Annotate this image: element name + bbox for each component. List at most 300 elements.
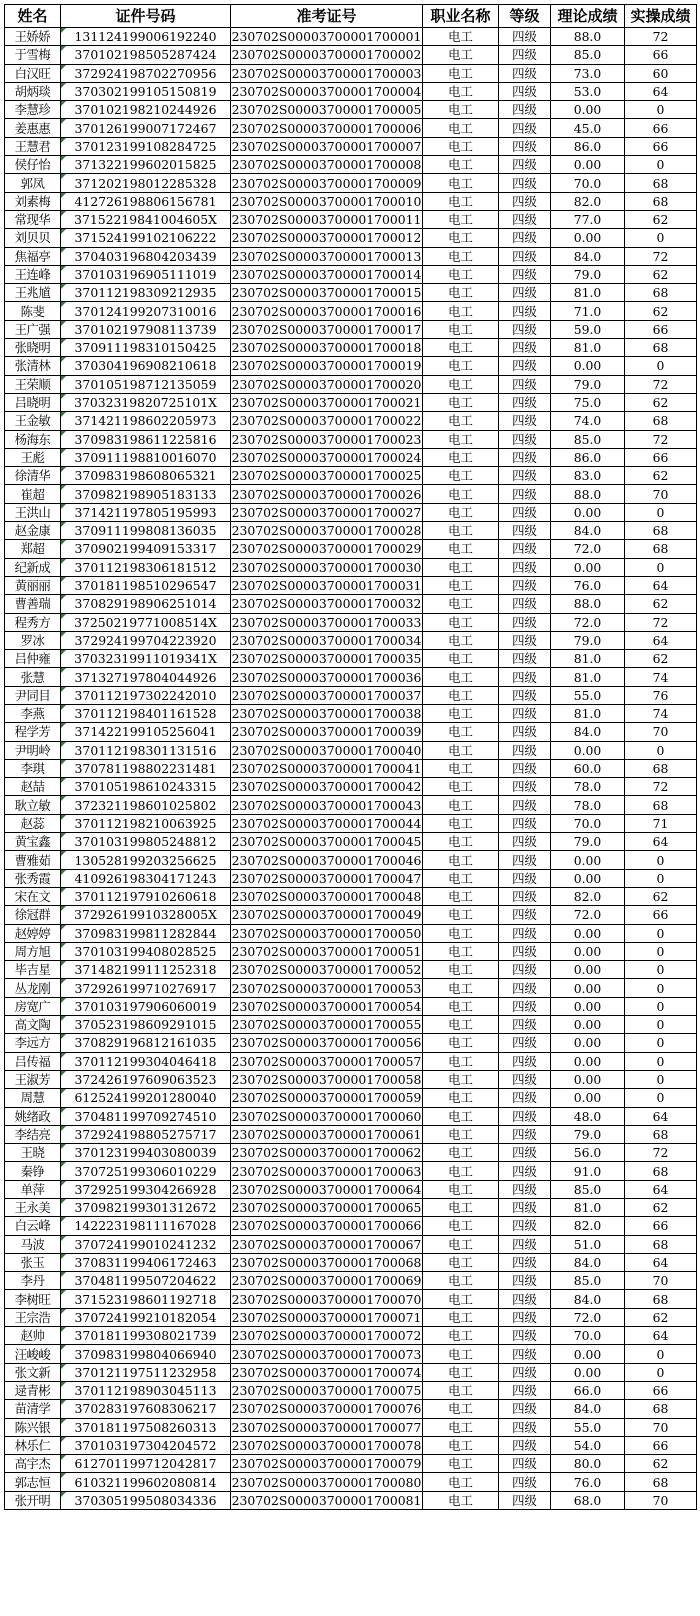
cell-theory-score: 0.00: [551, 741, 625, 759]
cell-occupation: 电工: [423, 540, 499, 558]
cell-id-number: 370123199403080039: [61, 1144, 231, 1162]
cell-name: 曹雅茹: [5, 851, 61, 869]
cell-practical-score: 66: [625, 1381, 697, 1399]
cell-admission-number: 230702S00003700001700052: [231, 962, 422, 978]
cell-name: 马波: [5, 1235, 61, 1253]
cell-name: 白云峰: [5, 1217, 61, 1235]
cell-id-number: 370403196804203439: [61, 247, 231, 265]
cell-practical-score: 76: [625, 686, 697, 704]
cell-practical-score: 64: [625, 631, 697, 649]
cell-name: 王永美: [5, 1199, 61, 1217]
cell-level: 四级: [499, 467, 551, 485]
cell-name: 吕仲雍: [5, 650, 61, 668]
cell-practical-score: 0: [625, 1052, 697, 1070]
cell-practical-score: 0: [625, 229, 697, 247]
table-row: [5, 668, 697, 686]
cell-theory-score: 55.0: [551, 686, 625, 704]
cell-theory-score: 70.0: [551, 174, 625, 192]
cell-level: 四级: [499, 1473, 551, 1491]
cell-occupation: 电工: [423, 778, 499, 796]
cell-id-number: 130528199203256625: [61, 851, 231, 869]
cell-id-number: 371202198012285328: [61, 174, 231, 192]
cell-admission-number: 230702S00003700001700015: [231, 285, 422, 301]
cell-id-number: 370983199804066940: [61, 1345, 231, 1363]
cell-practical-score: 0: [625, 1089, 697, 1107]
table-row: [5, 174, 697, 192]
cell-level: 四级: [499, 778, 551, 796]
cell-theory-score: 48.0: [551, 1107, 625, 1125]
cell-level: 四级: [499, 284, 551, 302]
cell-theory-score: 45.0: [551, 119, 625, 137]
cell-name: 姚绪政: [5, 1107, 61, 1125]
cell-level: 四级: [499, 1199, 551, 1217]
cell-occupation: 电工: [423, 247, 499, 265]
cell-occupation: 电工: [423, 1400, 499, 1418]
cell-level: 四级: [499, 1070, 551, 1088]
cell-occupation: 电工: [423, 137, 499, 155]
cell-practical-score: 62: [625, 1455, 697, 1473]
cell-practical-score: 0: [625, 503, 697, 521]
cell-name: 郭志恒: [5, 1473, 61, 1491]
cell-id-number: 610321199602080814: [61, 1473, 231, 1491]
cell-practical-score: 64: [625, 1180, 697, 1198]
cell-admission-number: 230702S00003700001700055: [231, 1017, 422, 1033]
cell-practical-score: 62: [625, 210, 697, 228]
table-row: [5, 265, 697, 283]
cell-practical-score: 68: [625, 412, 697, 430]
cell-id-number: 370725199306010229: [61, 1162, 231, 1180]
cell-id-number: 370112198309212935: [61, 284, 231, 302]
cell-theory-score: 0.00: [551, 156, 625, 174]
cell-level: 四级: [499, 924, 551, 942]
cell-occupation: 电工: [423, 64, 499, 82]
cell-theory-score: 84.0: [551, 1290, 625, 1308]
cell-id-number: 370983198608065321: [61, 467, 231, 485]
table-row: [5, 320, 697, 338]
cell-admission-number: 230702S00003700001700028: [231, 523, 422, 539]
cell-name: 逯青彬: [5, 1381, 61, 1399]
table-row: [5, 1327, 697, 1345]
cell-occupation: 电工: [423, 997, 499, 1015]
cell-admission-number: 230702S00003700001700004: [231, 84, 422, 100]
cell-level: 四级: [499, 576, 551, 594]
cell-theory-score: 81.0: [551, 650, 625, 668]
cell-id-number: 612701199712042817: [61, 1455, 231, 1473]
cell-theory-score: 0.00: [551, 961, 625, 979]
cell-admission-number: 230702S00003700001700046: [231, 852, 422, 868]
cell-id-number: 370112197302242010: [61, 686, 231, 704]
cell-name: 王淑芳: [5, 1070, 61, 1088]
cell-id-number: 372924199704223920: [61, 631, 231, 649]
cell-occupation: 电工: [423, 485, 499, 503]
table-row: [5, 1180, 697, 1198]
cell-name: 李丹: [5, 1272, 61, 1290]
cell-admission-number: 230702S00003700001700013: [231, 248, 422, 264]
cell-level: 四级: [499, 979, 551, 997]
cell-theory-score: 88.0: [551, 595, 625, 613]
cell-level: 四级: [499, 485, 551, 503]
cell-level: 四级: [499, 851, 551, 869]
cell-occupation: 电工: [423, 1016, 499, 1034]
cell-admission-number: 230702S00003700001700010: [231, 193, 422, 209]
cell-name: 张晓明: [5, 339, 61, 357]
table-row: [5, 906, 697, 924]
cell-practical-score: 68: [625, 284, 697, 302]
cell-name: 高宇杰: [5, 1455, 61, 1473]
cell-practical-score: 70: [625, 1418, 697, 1436]
cell-name: 曹善瑞: [5, 595, 61, 613]
cell-occupation: 电工: [423, 448, 499, 466]
cell-occupation: 电工: [423, 1327, 499, 1345]
cell-name: 尹明岭: [5, 741, 61, 759]
table-row: [5, 1144, 697, 1162]
cell-level: 四级: [499, 613, 551, 631]
cell-practical-score: 68: [625, 1473, 697, 1491]
cell-theory-score: 0.00: [551, 942, 625, 960]
cell-admission-number: 230702S00003700001700012: [231, 230, 422, 246]
cell-theory-score: 0.00: [551, 101, 625, 119]
cell-practical-score: 62: [625, 1199, 697, 1217]
cell-theory-score: 72.0: [551, 613, 625, 631]
cell-id-number: 370305199508034336: [61, 1491, 231, 1509]
cell-id-number: 372925199304266928: [61, 1180, 231, 1198]
cell-practical-score: 0: [625, 357, 697, 375]
cell-level: 四级: [499, 210, 551, 228]
cell-practical-score: 68: [625, 796, 697, 814]
cell-occupation: 电工: [423, 1455, 499, 1473]
cell-level: 四级: [499, 503, 551, 521]
table-row: [5, 339, 697, 357]
cell-occupation: 电工: [423, 1217, 499, 1235]
table-row: [5, 1455, 697, 1473]
cell-occupation: 电工: [423, 210, 499, 228]
table-row: [5, 522, 697, 540]
cell-occupation: 电工: [423, 796, 499, 814]
table-row: [5, 851, 697, 869]
cell-theory-score: 0.00: [551, 851, 625, 869]
cell-theory-score: 85.0: [551, 430, 625, 448]
cell-theory-score: 66.0: [551, 1381, 625, 1399]
cell-level: 四级: [499, 650, 551, 668]
cell-practical-score: 0: [625, 101, 697, 119]
cell-id-number: 370902199409153317: [61, 540, 231, 558]
cell-level: 四级: [499, 1253, 551, 1271]
cell-name: 张玉: [5, 1253, 61, 1271]
cell-level: 四级: [499, 1455, 551, 1473]
cell-id-number: 410926198304171243: [61, 869, 231, 887]
cell-occupation: 电工: [423, 1253, 499, 1271]
cell-name: 王慧君: [5, 137, 61, 155]
cell-occupation: 电工: [423, 759, 499, 777]
cell-name: 周慧: [5, 1089, 61, 1107]
cell-admission-number: 230702S00003700001700058: [231, 1072, 422, 1088]
cell-admission-number: 230702S00003700001700078: [231, 1438, 422, 1453]
cell-level: 四级: [499, 522, 551, 540]
cell-occupation: 电工: [423, 229, 499, 247]
cell-level: 四级: [499, 1418, 551, 1436]
cell-theory-score: 84.0: [551, 522, 625, 540]
cell-name: 赵帅: [5, 1327, 61, 1345]
cell-occupation: 电工: [423, 833, 499, 851]
cell-level: 四级: [499, 906, 551, 924]
cell-id-number: 370181197508260313: [61, 1418, 231, 1436]
cell-occupation: 电工: [423, 1308, 499, 1326]
cell-name: 张慧: [5, 668, 61, 686]
cell-name: 郭凤: [5, 174, 61, 192]
cell-occupation: 电工: [423, 1125, 499, 1143]
table-row: [5, 503, 697, 521]
cell-admission-number: 230702S00003700001700066: [231, 1218, 422, 1234]
cell-theory-score: 81.0: [551, 339, 625, 357]
table-row: [5, 631, 697, 649]
cell-name: 李琪: [5, 759, 61, 777]
cell-theory-score: 82.0: [551, 192, 625, 210]
cell-admission-number: 230702S00003700001700031: [231, 578, 422, 594]
cell-admission-number: 230702S00003700001700079: [231, 1456, 422, 1472]
cell-level: 四级: [499, 174, 551, 192]
cell-occupation: 电工: [423, 1436, 499, 1454]
cell-id-number: 370112198903045113: [61, 1381, 231, 1399]
header-id-number: 证件号码: [61, 5, 231, 28]
cell-practical-score: 64: [625, 1107, 697, 1125]
cell-practical-score: 66: [625, 448, 697, 466]
cell-theory-score: 82.0: [551, 887, 625, 905]
cell-occupation: 电工: [423, 302, 499, 320]
table-row: [5, 302, 697, 320]
table-row: [5, 101, 697, 119]
table-row: [5, 887, 697, 905]
cell-level: 四级: [499, 1308, 551, 1326]
cell-admission-number: 230702S00003700001700030: [231, 559, 422, 575]
cell-id-number: 371421198602205973: [61, 412, 231, 430]
cell-occupation: 电工: [423, 467, 499, 485]
cell-level: 四级: [499, 595, 551, 613]
table-row: [5, 741, 697, 759]
cell-admission-number: 230702S00003700001700018: [231, 340, 422, 356]
cell-id-number: 370911198810016070: [61, 448, 231, 466]
table-row: [5, 1089, 697, 1107]
cell-occupation: 电工: [423, 46, 499, 64]
cell-admission-number: 230702S00003700001700077: [231, 1419, 422, 1435]
cell-level: 四级: [499, 137, 551, 155]
table-row: [5, 1363, 697, 1381]
cell-level: 四级: [499, 1491, 551, 1509]
cell-name: 徐冠群: [5, 906, 61, 924]
cell-id-number: 370911198310150425: [61, 339, 231, 357]
cell-admission-number: 230702S00003700001700027: [231, 504, 422, 520]
table-row: [5, 1491, 697, 1509]
table-row: [5, 119, 697, 137]
cell-theory-score: 91.0: [551, 1162, 625, 1180]
cell-level: 四级: [499, 961, 551, 979]
cell-id-number: 372924198702270956: [61, 64, 231, 82]
cell-practical-score: 0: [625, 741, 697, 759]
cell-practical-score: 0: [625, 997, 697, 1015]
cell-theory-score: 0.00: [551, 869, 625, 887]
cell-id-number: 370112198401161528: [61, 704, 231, 722]
cell-occupation: 电工: [423, 357, 499, 375]
cell-id-number: 370181199308021739: [61, 1327, 231, 1345]
cell-name: 王连峰: [5, 265, 61, 283]
cell-practical-score: 60: [625, 64, 697, 82]
header-theory-score: 理论成绩: [551, 5, 625, 28]
cell-admission-number: 230702S00003700001700062: [231, 1145, 422, 1161]
cell-name: 李慧珍: [5, 101, 61, 119]
cell-id-number: 370831199406172463: [61, 1253, 231, 1271]
cell-id-number: 370124199207310016: [61, 302, 231, 320]
cell-name: 李结亮: [5, 1125, 61, 1143]
cell-practical-score: 0: [625, 1363, 697, 1381]
cell-name: 杨海东: [5, 430, 61, 448]
cell-admission-number: 230702S00003700001700042: [231, 779, 422, 795]
cell-admission-number: 230702S00003700001700049: [231, 907, 422, 923]
cell-name: 李远方: [5, 1034, 61, 1052]
cell-name: 张清林: [5, 357, 61, 375]
cell-occupation: 电工: [423, 375, 499, 393]
cell-occupation: 电工: [423, 979, 499, 997]
cell-admission-number: 230702S00003700001700056: [231, 1035, 422, 1051]
cell-occupation: 电工: [423, 942, 499, 960]
cell-admission-number: 230702S00003700001700006: [231, 120, 422, 136]
cell-admission-number: 230702S00003700001700045: [231, 834, 422, 850]
table-row: [5, 814, 697, 832]
cell-theory-score: 81.0: [551, 284, 625, 302]
cell-occupation: 电工: [423, 82, 499, 100]
cell-occupation: 电工: [423, 1290, 499, 1308]
cell-id-number: 370724199010241232: [61, 1235, 231, 1253]
cell-theory-score: 81.0: [551, 668, 625, 686]
cell-id-number: 370724199210182054: [61, 1308, 231, 1326]
cell-theory-score: 0.00: [551, 1345, 625, 1363]
cell-practical-score: 72: [625, 28, 697, 46]
cell-theory-score: 60.0: [551, 759, 625, 777]
cell-id-number: 370105198610243315: [61, 778, 231, 796]
cell-theory-score: 72.0: [551, 906, 625, 924]
cell-level: 四级: [499, 192, 551, 210]
cell-theory-score: 77.0: [551, 210, 625, 228]
cell-level: 四级: [499, 28, 551, 46]
cell-occupation: 电工: [423, 156, 499, 174]
cell-name: 李树旺: [5, 1290, 61, 1308]
cell-theory-score: 76.0: [551, 1473, 625, 1491]
table-row: [5, 1290, 697, 1308]
cell-occupation: 电工: [423, 686, 499, 704]
cell-theory-score: 74.0: [551, 412, 625, 430]
cell-id-number: 370829196812161035: [61, 1034, 231, 1052]
cell-id-number: 370983198611225816: [61, 430, 231, 448]
cell-practical-score: 70: [625, 485, 697, 503]
cell-admission-number: 230702S00003700001700037: [231, 687, 422, 703]
cell-theory-score: 84.0: [551, 723, 625, 741]
cell-level: 四级: [499, 631, 551, 649]
cell-practical-score: 62: [625, 265, 697, 283]
cell-theory-score: 68.0: [551, 1491, 625, 1509]
cell-name: 侯仔怡: [5, 156, 61, 174]
cell-id-number: 370103196905111019: [61, 265, 231, 283]
cell-occupation: 电工: [423, 1180, 499, 1198]
cell-practical-score: 0: [625, 942, 697, 960]
cell-practical-score: 68: [625, 1162, 697, 1180]
cell-practical-score: 66: [625, 1436, 697, 1454]
cell-name: 秦铮: [5, 1162, 61, 1180]
cell-theory-score: 75.0: [551, 393, 625, 411]
table-body: [5, 28, 697, 1510]
cell-level: 四级: [499, 997, 551, 1015]
cell-id-number: 412726198806156781: [61, 192, 231, 210]
cell-level: 四级: [499, 302, 551, 320]
cell-id-number: 370302199105150819: [61, 82, 231, 100]
cell-admission-number: 230702S00003700001700016: [231, 303, 422, 319]
cell-practical-score: 0: [625, 1345, 697, 1363]
cell-occupation: 电工: [423, 28, 499, 46]
cell-id-number: 370982199301312672: [61, 1199, 231, 1217]
cell-admission-number: 230702S00003700001700043: [231, 797, 422, 813]
cell-name: 陈兴银: [5, 1418, 61, 1436]
cell-theory-score: 76.0: [551, 576, 625, 594]
cell-admission-number: 230702S00003700001700067: [231, 1236, 422, 1252]
cell-name: 姜惠惠: [5, 119, 61, 137]
cell-admission-number: 230702S00003700001700029: [231, 541, 422, 557]
table-row: [5, 1217, 697, 1235]
cell-id-number: 371524199102106222: [61, 229, 231, 247]
cell-practical-score: 0: [625, 869, 697, 887]
cell-admission-number: 230702S00003700001700051: [231, 943, 422, 959]
cell-id-number: 370523198609291015: [61, 1016, 231, 1034]
cell-admission-number: 230702S00003700001700014: [231, 267, 422, 282]
cell-level: 四级: [499, 375, 551, 393]
cell-admission-number: 230702S00003700001700002: [231, 47, 422, 63]
table-row: [5, 1199, 697, 1217]
cell-level: 四级: [499, 1144, 551, 1162]
cell-admission-number: 230702S00003700001700020: [231, 376, 422, 392]
cell-admission-number: 230702S00003700001700063: [231, 1163, 422, 1179]
cell-practical-score: 68: [625, 1235, 697, 1253]
cell-level: 四级: [499, 686, 551, 704]
cell-name: 张开明: [5, 1491, 61, 1509]
cell-theory-score: 79.0: [551, 631, 625, 649]
cell-admission-number: 230702S00003700001700039: [231, 724, 422, 740]
table-row: [5, 924, 697, 942]
cell-occupation: 电工: [423, 174, 499, 192]
table-row: [5, 82, 697, 100]
cell-level: 四级: [499, 1436, 551, 1454]
cell-level: 四级: [499, 1162, 551, 1180]
table-row: [5, 1400, 697, 1418]
cell-practical-score: 66: [625, 320, 697, 338]
cell-practical-score: 62: [625, 302, 697, 320]
cell-level: 四级: [499, 1400, 551, 1418]
table-row: [5, 1473, 697, 1491]
cell-practical-score: 0: [625, 924, 697, 942]
cell-name: 陈斐: [5, 302, 61, 320]
cell-admission-number: 230702S00003700001700065: [231, 1200, 422, 1216]
cell-occupation: 电工: [423, 650, 499, 668]
cell-admission-number: 230702S00003700001700064: [231, 1181, 422, 1197]
cell-admission-number: 230702S00003700001700068: [231, 1255, 422, 1271]
cell-occupation: 电工: [423, 1473, 499, 1491]
header-name: 姓名: [5, 5, 61, 28]
cell-theory-score: 88.0: [551, 28, 625, 46]
cell-level: 四级: [499, 1290, 551, 1308]
cell-admission-number: 230702S00003700001700074: [231, 1364, 422, 1380]
cell-id-number: 370304196908210618: [61, 357, 231, 375]
cell-occupation: 电工: [423, 961, 499, 979]
cell-name: 刘贝贝: [5, 229, 61, 247]
cell-practical-score: 70: [625, 1491, 697, 1509]
cell-theory-score: 80.0: [551, 1455, 625, 1473]
cell-id-number: 142223198111167028: [61, 1217, 231, 1235]
cell-id-number: 370105198712135059: [61, 375, 231, 393]
